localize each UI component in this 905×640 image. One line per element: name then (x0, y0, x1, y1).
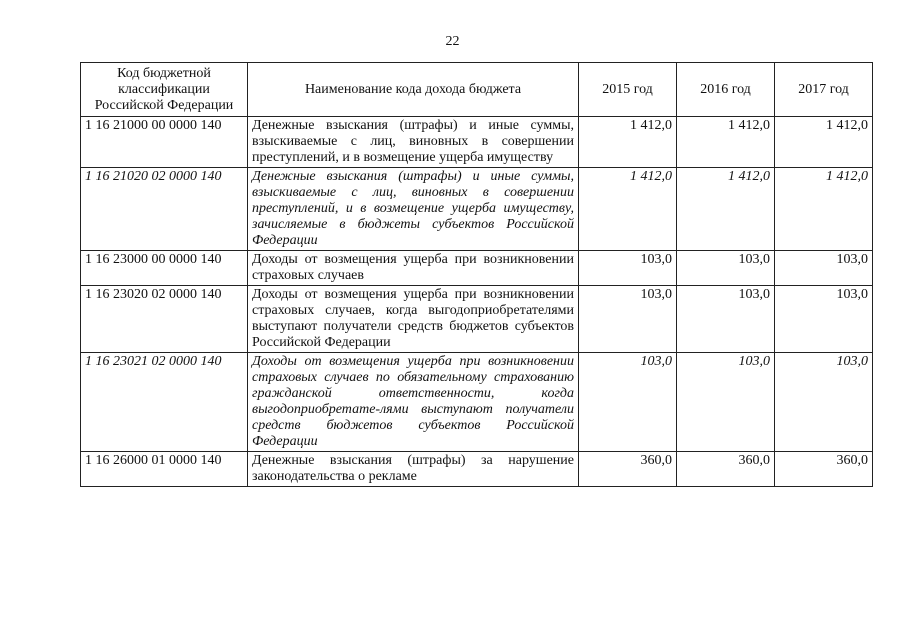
table-header-row (81, 63, 873, 117)
row-name: Доходы от возмещения ущерба при возникновении страховых случаев по обязательному страхованию гражданской ответственности, когда выгодоприобретате-лями выступают получатели средств бюджетов субъектов Российской Федерации (248, 353, 579, 452)
row-value-2016: 360,0 (677, 452, 775, 487)
table-row (81, 251, 873, 286)
row-name: Доходы от возмещения ущерба при возникновении страховых случаев, когда выгодоприобретателями выступают получатели средств бюджетов субъектов Российской Федерации (248, 286, 579, 353)
row-name: Денежные взыскания (штрафы) и иные суммы, взыскиваемые с лиц, виновных в совершении преступлений, и в возмещение ущерба имуществу (248, 117, 579, 168)
row-value-2015: 1 412,0 (579, 117, 677, 168)
table-row (81, 117, 873, 168)
row-code: 1 16 23020 02 0000 140 (81, 286, 248, 353)
row-value-2015: 360,0 (579, 452, 677, 487)
table-row (81, 286, 873, 353)
row-value-2015: 103,0 (579, 251, 677, 286)
row-value-2017: 1 412,0 (775, 117, 873, 168)
row-value-2017: 103,0 (775, 251, 873, 286)
row-name: Денежные взыскания (штрафы) за нарушение законодательства о рекламе (248, 452, 579, 487)
row-value-2017: 103,0 (775, 353, 873, 452)
header-name: Наименование кода дохода бюджета (248, 63, 579, 117)
row-code: 1 16 21020 02 0000 140 (81, 168, 248, 251)
row-value-2016: 103,0 (677, 251, 775, 286)
table-row (81, 452, 873, 487)
row-value-2015: 103,0 (579, 286, 677, 353)
row-code: 1 16 21000 00 0000 140 (81, 117, 248, 168)
row-name: Доходы от возмещения ущерба при возникновении страховых случаев (248, 251, 579, 286)
row-value-2016: 103,0 (677, 286, 775, 353)
page-number: 22 (445, 34, 460, 49)
row-code: 1 16 23000 00 0000 140 (81, 251, 248, 286)
row-code: 1 16 23021 02 0000 140 (81, 353, 248, 452)
budget-income-table (80, 62, 873, 487)
row-code: 1 16 26000 01 0000 140 (81, 452, 248, 487)
table-row (81, 168, 873, 251)
header-2016: 2016 год (677, 63, 775, 117)
row-name: Денежные взыскания (штрафы) и иные суммы, взыскиваемые с лиц, виновных в совершении преступлений, и в возмещение ущерба имуществу, зачисляемые в бюджеты субъектов Российской Федерации (248, 168, 579, 251)
row-value-2016: 103,0 (677, 353, 775, 452)
header-code: Код бюджетной классификации Российской Федерации (81, 63, 248, 117)
header-2017: 2017 год (775, 63, 873, 117)
row-value-2017: 1 412,0 (775, 168, 873, 251)
header-2015: 2015 год (579, 63, 677, 117)
row-value-2015: 103,0 (579, 353, 677, 452)
row-value-2016: 1 412,0 (677, 168, 775, 251)
row-value-2017: 103,0 (775, 286, 873, 353)
row-value-2017: 360,0 (775, 452, 873, 487)
row-value-2015: 1 412,0 (579, 168, 677, 251)
row-value-2016: 1 412,0 (677, 117, 775, 168)
table-row (81, 353, 873, 452)
